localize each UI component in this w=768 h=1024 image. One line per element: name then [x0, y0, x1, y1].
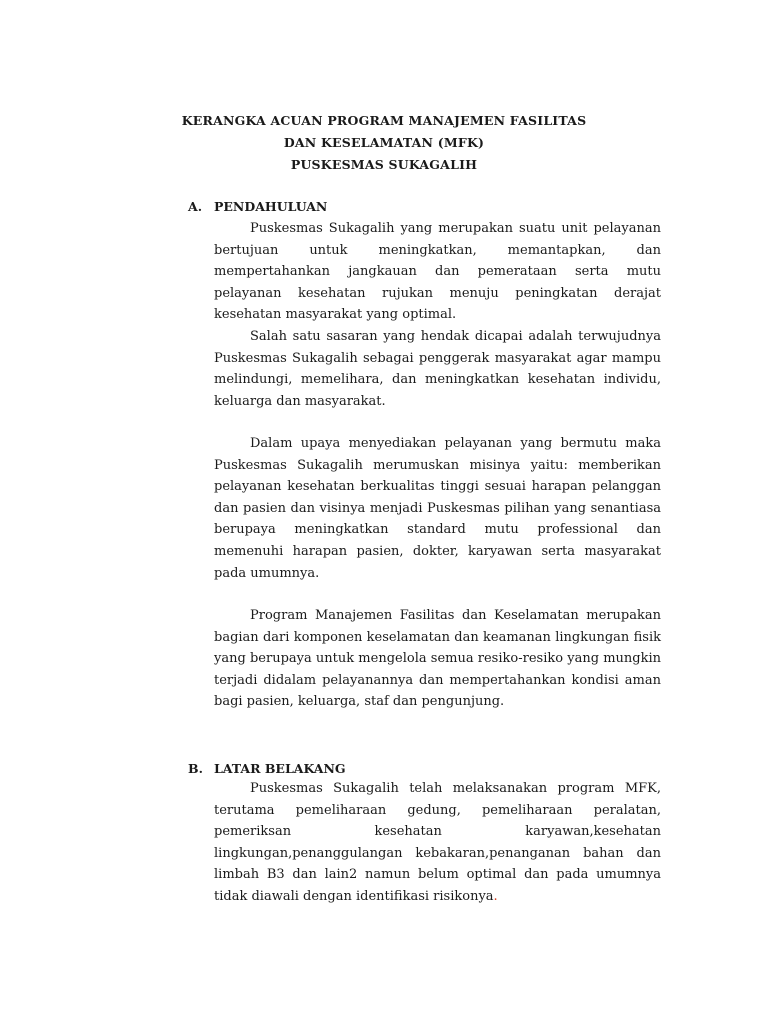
section-b-trailing-mark: .: [493, 888, 498, 904]
section-a-paragraph-2: Salah satu sasaran yang hendak dicapai adalah terwujudnya Puskesmas Sukagalih sebagai penggerak masyarakat agar mampu melindungi, memelihara, dan meningkatkan kesehatan individu, keluarga dan masyarakat.: [214, 329, 661, 409]
section-b-paragraph-1: [214, 778, 661, 908]
document-title-line-2: DAN KESELAMATAN (MFK): [283, 135, 485, 150]
section-b-paragraph-1-text: Puskesmas Sukagalih telah melaksanakan program MFK, terutama pemeliharaan gedung, pemeliharaan peralatan, pemeriksan kesehatan karyawan,kesehatan lingkungan,penanggulangan kebakaran,penanganan bahan dan limbah B3 dan lain2 namun belum optimal dan pada umumnya tidak diawali dengan identifikasi risikonya: [214, 781, 661, 904]
section-b-title: LATAR BELAKANG: [214, 761, 346, 776]
section-a-title: PENDAHULUAN: [214, 199, 328, 214]
section-b-heading: [188, 761, 346, 776]
document-title-line-3: PUSKESMAS SUKAGALIH: [290, 157, 478, 172]
section-a-paragraph-3: Dalam upaya menyediakan pelayanan yang bermutu maka Puskesmas Sukagalih merumuskan misinya yaitu: memberikan pelayanan kesehatan berkualitas tinggi sesuai harapan pelanggan dan pasien dan visinya menjadi Puskesmas pilihan yang senantiasa berupaya meningkatkan standard mutu professional dan memenuhi harapan pasien, dokter, karyawan serta masyarakat pada umumnya.: [214, 436, 661, 581]
section-a-paragraph-4: Program Manajemen Fasilitas dan Keselamatan merupakan bagian dari komponen keselamatan dan keamanan lingkungan fisik yang berupaya untuk mengelola semua resiko-resiko yang mungkin terjadi didalam pelayanannya dan mempertahankan kondisi aman bagi pasien, keluarga, staf dan pengunjung.: [214, 608, 661, 710]
section-a-paragraph-1: Puskesmas Sukagalih yang merupakan suatu unit pelayanan bertujuan untuk meningkatkan, memantapkan, dan mempertahankan jangkauan dan pemerataan serta mutu pelayanan kesehatan rujukan menuju peningkatan derajat kesehatan masyarakat yang optimal.: [214, 221, 661, 323]
section-a-letter: A.: [188, 199, 203, 214]
document-title-line-1: KERANGKA ACUAN PROGRAM MANAJEMEN FASILITAS: [181, 113, 587, 128]
section-b-letter: B.: [188, 761, 203, 776]
section-a-heading: [188, 199, 327, 214]
